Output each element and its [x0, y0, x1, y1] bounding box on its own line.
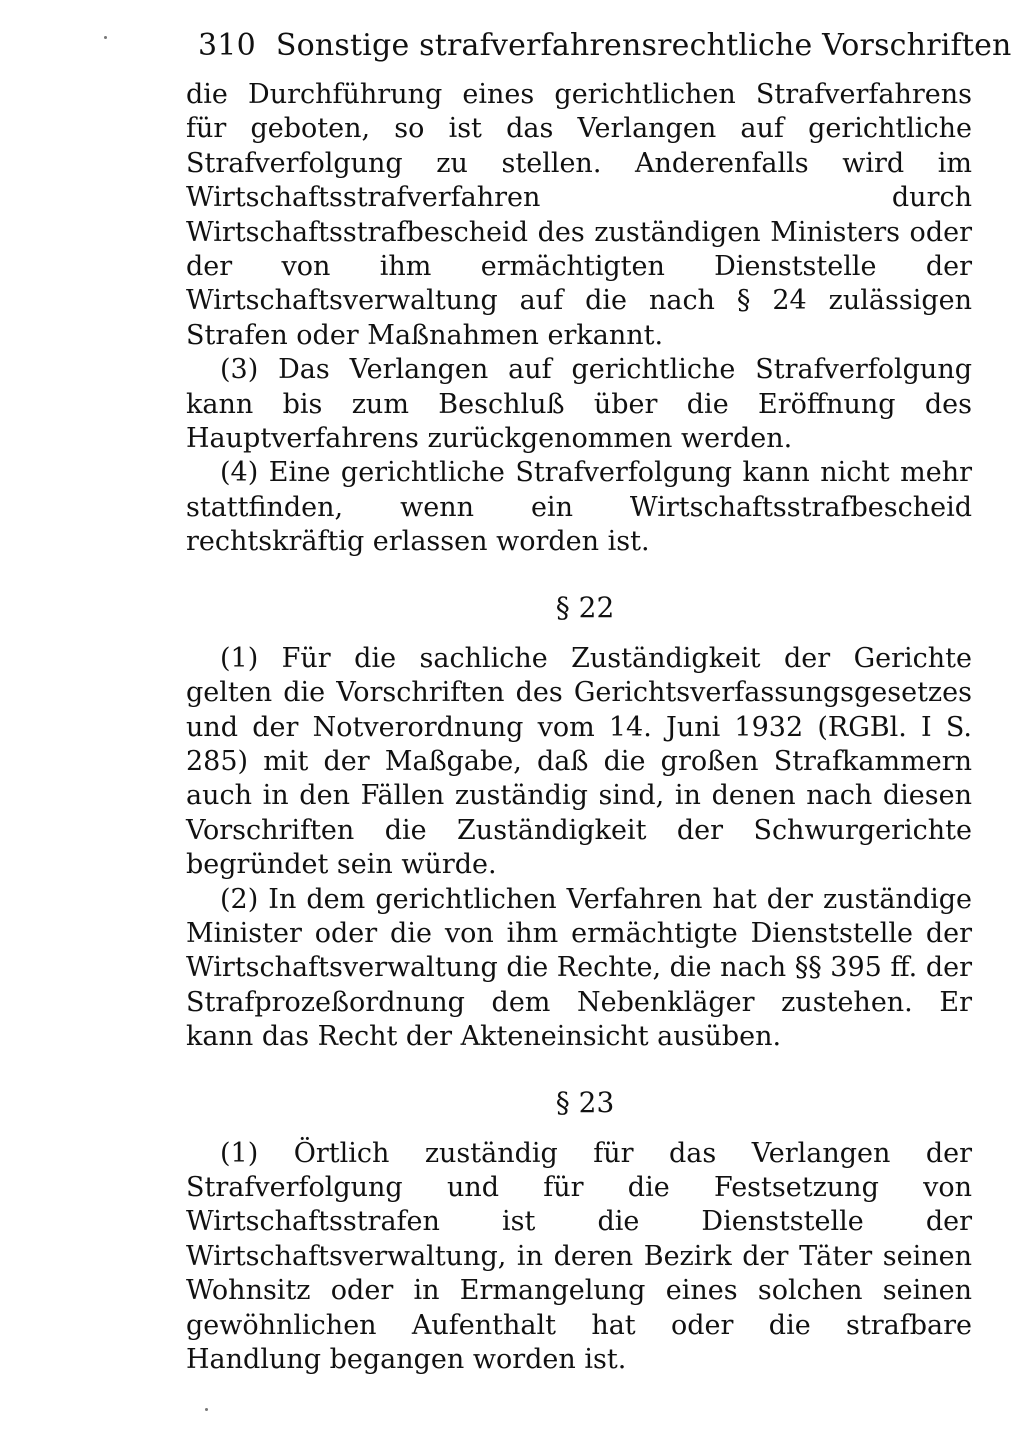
paragraph-continuation: die Durchführung eines gerichtlichen Strafverfahrens für geboten, so ist das Verlangen auf gerichtliche Strafverfolgung zu stellen. Anderenfalls wird im Wirtschaftsstrafverfahren durch Wirtschaftsstrafbescheid des zuständigen Ministers oder der von ihm ermächtigten Dienststelle der Wirtschaftsverwaltung auf die nach § 24 zulässigen Strafen oder Maßnahmen erkannt. — [186, 79, 972, 351]
paragraph-3: (3) Das Verlangen auf gerichtliche Strafverfolgung kann bis zum Beschluß über die Eröffnung des Hauptverfahrens zurückgenommen werden. — [186, 354, 972, 455]
page-number: 310 — [198, 28, 256, 63]
section-22-paragraph-2: (2) In dem gerichtlichen Verfahren hat der zuständige Minister oder die von ihm ermächtigte Dienststelle der Wirtschaftsverwaltung die Rechte, die nach §§ 395 ff. der Strafprozeßordnung dem Nebenkläger zustehen. Er kann das Recht der Akteneinsicht ausüben. — [186, 883, 972, 1053]
document-page — [186, 26, 1012, 1377]
section-heading-22: § 22 — [555, 590, 615, 624]
scan-speck — [205, 1408, 208, 1411]
paragraph-4: (4) Eine gerichtliche Strafverfolgung kann nicht mehr stattfinden, wenn ein Wirtschaftsstrafbescheid rechtskräftig erlassen worden ist. — [186, 457, 972, 558]
scan-speck — [104, 36, 107, 39]
running-header — [198, 26, 1012, 66]
running-title: Sonstige strafverfahrensrechtliche Vorschriften — [275, 28, 1012, 63]
section-23-paragraph-1: (1) Örtlich zuständig für das Verlangen der Strafverfolgung und für die Festsetzung von Wirtschaftsstrafen ist die Dienststelle der Wirtschaftsverwaltung, in deren Bezirk der Täter seinen Wohnsitz oder in Ermangelung eines solchen seinen gewöhnlichen Aufenthalt hat oder die strafbare Handlung begangen worden ist. — [186, 1137, 972, 1375]
section-heading-23: § 23 — [555, 1085, 615, 1119]
section-22-paragraph-1: (1) Für die sachliche Zuständigkeit der Gerichte gelten die Vorschriften des Gerichtsverfassungsgesetzes und der Notverordnung vom 14. Juni 1932 (RGBl. I S. 285) mit der Maßgabe, daß die großen Strafkammern auch in den Fällen zuständig sind, in denen nach diesen Vorschriften die Zuständigkeit der Schwurgerichte begründet sein würde. — [186, 642, 972, 881]
